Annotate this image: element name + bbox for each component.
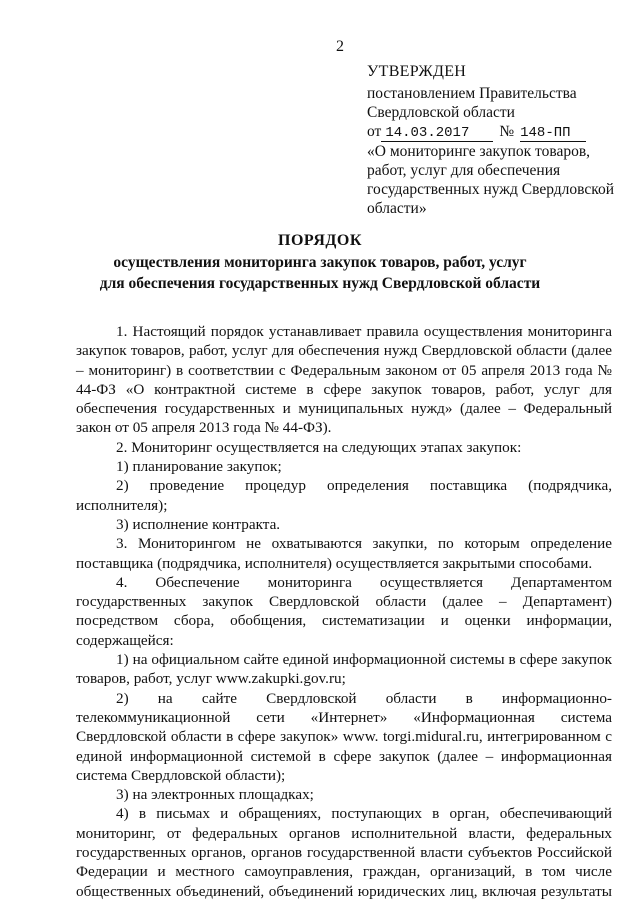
paragraph: 4) в письмах и обращениях, поступающих в орган, обеспечивающий мониторинг, от федеральных органов исполнительной власти, федеральных государственных органов, органов государственной власти субъектов Российской Федерации и местного самоуправления, граждан, организаций, в том числе общественных объединений, объединений юридических лиц, включая результаты bbox=[76, 805, 612, 900]
document-subtitle-2: для обеспечения государственных нужд Свердловской области bbox=[99, 275, 541, 292]
page-number: 2 bbox=[336, 38, 344, 55]
number-prefix: № bbox=[499, 123, 515, 140]
paragraph: 1. Настоящий порядок устанавливает правила осуществления мониторинга закупок товаров, работ, услуг для обеспечения нужд Свердловской области (далее – мониторинг) в соответствии с Федеральным законом от 05 апреля 2013 года № 44-ФЗ «О контрактной системе в сфере закупок товаров, работ, услуг для обеспечения государственных и муниципальных нужд» (далее – Федеральный закон от 05 апреля 2013 года № 44-ФЗ). bbox=[76, 323, 612, 437]
paragraph: 4. Обеспечение мониторинга осуществляется Департаментом государственных закупок Свердловской области (далее – Департамент) посредством сбора, обобщения, систематизации и оценки информации, содержащейся: bbox=[76, 573, 612, 649]
paragraph: 2. Мониторинг осуществляется на следующих этапах закупок: bbox=[116, 438, 522, 456]
approval-date-line bbox=[367, 122, 629, 142]
document-subtitle-1: осуществления мониторинга закупок товаров, работ, услуг bbox=[113, 254, 527, 271]
paragraph: 3) на электронных площадках; bbox=[116, 786, 314, 804]
paragraph: 1) планирование закупок; bbox=[116, 458, 282, 476]
paragraph: 2) на сайте Свердловской области в информационно-телекоммуникационной сети «Интернет» «Информационная система Свердловской области в сфере закупок» www. torgi.midural.ru, интегрированном с единой информационной системой в сфере закупок (далее – информационная система Свердловской области); bbox=[76, 689, 612, 784]
approval-block bbox=[367, 62, 629, 218]
document-title: ПОРЯДОК bbox=[278, 232, 362, 249]
approval-reference-title: «О мониторинге закупок товаров, работ, услуг для обеспечения государственных нужд Свердловской области» bbox=[367, 143, 615, 217]
paragraph: 1) на официальном сайте единой информационной системы в сфере закупок товаров, работ, услуг www.zakupki.gov.ru; bbox=[76, 651, 612, 688]
approval-number: 148-ПП bbox=[520, 126, 586, 142]
paragraph: 2) проведение процедур определения поставщика (подрядчика, исполнителя); bbox=[76, 477, 612, 514]
paragraph: 3. Мониторингом не охватываются закупки, по которым определение поставщика (подрядчика, исполнителя) осуществляется закрытыми способами. bbox=[76, 535, 612, 572]
approval-date: 14.03.2017 bbox=[381, 126, 493, 142]
paragraph: 3) исполнение контракта. bbox=[116, 515, 281, 533]
approval-heading: УТВЕРЖДЕН bbox=[367, 63, 467, 80]
date-prefix: от bbox=[367, 123, 382, 140]
document-body bbox=[76, 322, 612, 901]
approval-line-2: Свердловской области bbox=[367, 104, 515, 121]
approval-line-1: постановлением Правительства bbox=[367, 85, 577, 102]
